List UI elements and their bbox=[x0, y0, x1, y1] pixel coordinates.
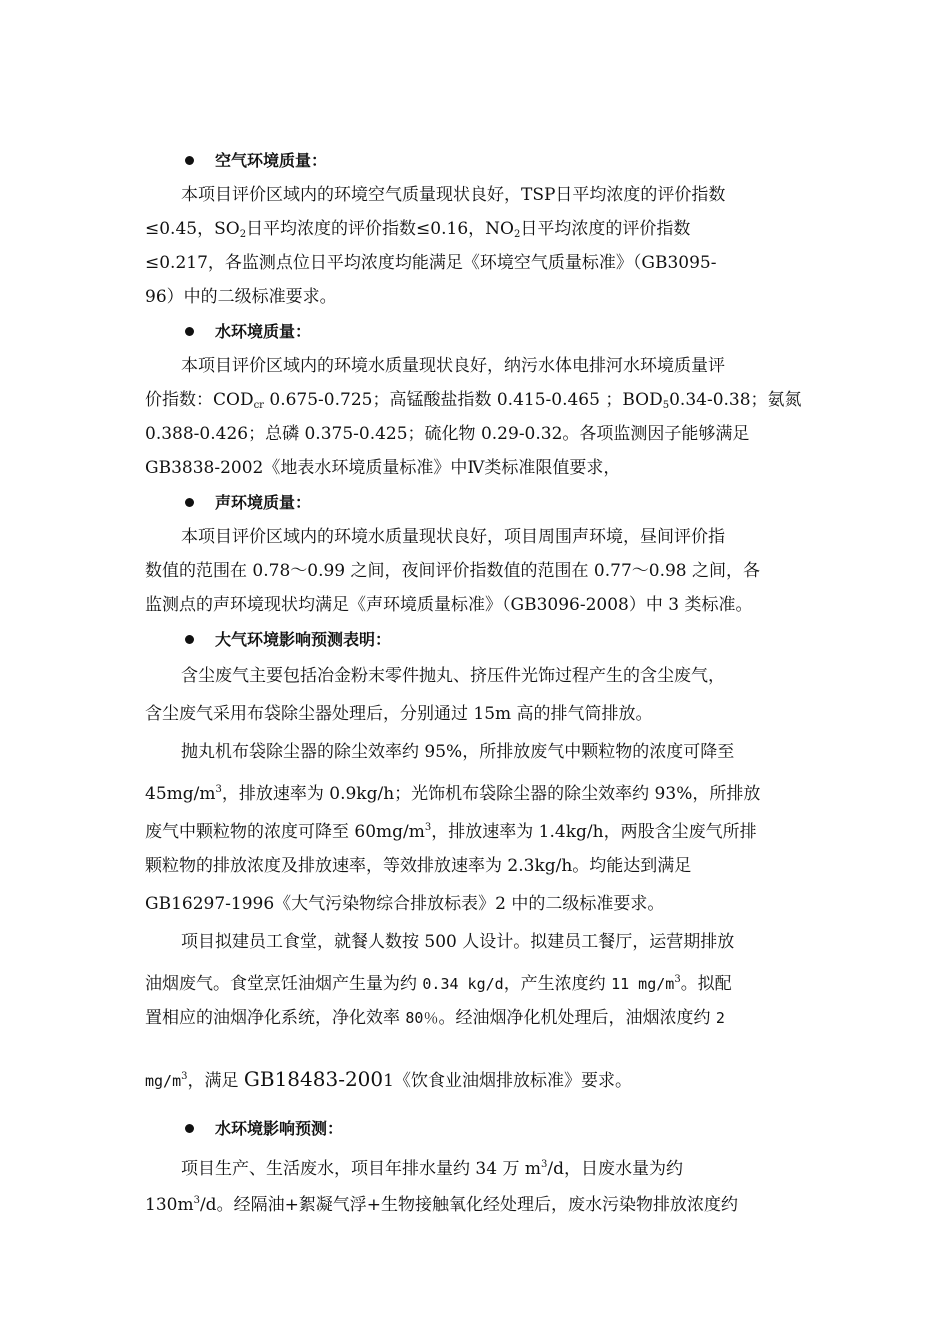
text-line: 废气中颗粒物的浓度可降至 $60mg/m^3$，排放速率为 1.4kg/h，两股含尘废气所排 bbox=[145, 822, 757, 842]
text-line: $130m^3/d$。经隔油+絮凝气浮+生物接触氧化经处理后，废水污染物排放浓度约 bbox=[145, 1195, 739, 1215]
text-line: ≤0.217，各监测点位日平均浓度均能满足《环境空气质量标准》（GB3095- bbox=[145, 253, 717, 273]
text-line: $45mg/m^3$，排放速率为 0.9kg/h；光饰机布袋除尘器的除尘效率约 93%，所排放 bbox=[145, 784, 761, 804]
bullet-icon bbox=[185, 498, 194, 507]
text-line: 项目生产、生活废水，项目年排水量约 34 万 $m^3/d$，日废水量为约 bbox=[181, 1159, 683, 1179]
heading-air-impact: 大气环境影响预测表明： bbox=[215, 630, 392, 649]
text-line: 项目拟建员工食堂，就餐人数按 500 人设计。拟建员工餐厅，运营期排放 bbox=[181, 932, 735, 952]
text-line: 置相应的油烟净化系统，净化效率 80％。经油烟净化机处理后，油烟浓度约 2 bbox=[145, 1008, 725, 1028]
text-line: 油烟废气。食堂烹饪油烟产生量为约 0.34 kg/d，产生浓度约 11 $mg/m^3$。拟配 bbox=[145, 974, 732, 994]
text-line: 监测点的声环境现状均满足《声环境质量标准》（GB3096-2008）中 3 类标准。 bbox=[145, 595, 753, 615]
text-line: 数值的范围在 0.78～0.99 之间，夜间评价指数值的范围在 0.77～0.98 之间，各 bbox=[145, 561, 761, 581]
heading-water-quality: 水环境质量： bbox=[215, 322, 312, 341]
text-line: 0.388-0.426；总磷 0.375-0.425；硫化物 0.29-0.32。各项监测因子能够满足 bbox=[145, 424, 750, 444]
bullet-icon bbox=[185, 327, 194, 336]
bullet-icon bbox=[185, 635, 194, 644]
bullet-icon bbox=[185, 156, 194, 165]
text-line: GB3838-2002《地表水环境质量标准》中Ⅳ类标准限值要求， bbox=[145, 458, 621, 478]
text-line: 本项目评价区域内的环境空气质量现状良好，TSP日平均浓度的评价指数 bbox=[181, 185, 726, 205]
text-line: 96）中的二级标准要求。 bbox=[145, 287, 337, 307]
heading-air-quality: 空气环境质量： bbox=[215, 151, 328, 170]
text-line: 抛丸机布袋除尘器的除尘效率约 95%，所排放废气中颗粒物的浓度可降至 bbox=[181, 742, 735, 762]
text-line: 本项目评价区域内的环境水质量现状良好，纳污水体电排河水环境质量评 bbox=[181, 356, 725, 376]
text-line: 颗粒物的排放浓度及排放速率，等效排放速率为 2.3kg/h。均能达到满足 bbox=[145, 856, 692, 876]
text-line: 价指数：$COD_{cr}$ 0.675-0.725；高锰酸盐指数 0.415-0.465 ；$BOD_50.34-0.38$；氨氮 bbox=[145, 390, 802, 411]
heading-noise-quality: 声环境质量： bbox=[215, 493, 312, 512]
text-line: ≤0.45，$SO_2$日平均浓度的评价指数≤0.16，$NO_2$日平均浓度的评价指数 bbox=[145, 219, 691, 240]
text-line: 含尘废气采用布袋除尘器处理后，分别通过 15m 高的排气筒排放。 bbox=[145, 704, 653, 724]
text-line: 含尘废气主要包括冶金粉末零件抛丸、挤压件光饰过程产生的含尘废气， bbox=[181, 666, 725, 686]
heading-water-impact: 水环境影响预测： bbox=[215, 1119, 344, 1138]
bullet-icon bbox=[185, 1124, 194, 1133]
text-line: $mg/m^3$，满足 GB18483-2001《饮食业油烟排放标准》要求。 bbox=[145, 1067, 632, 1091]
text-line: 本项目评价区域内的环境水质量现状良好，项目周围声环境，昼间评价指 bbox=[181, 527, 725, 547]
text-line: GB16297-1996《大气污染物综合排放标表》2 中的二级标准要求。 bbox=[145, 894, 665, 914]
